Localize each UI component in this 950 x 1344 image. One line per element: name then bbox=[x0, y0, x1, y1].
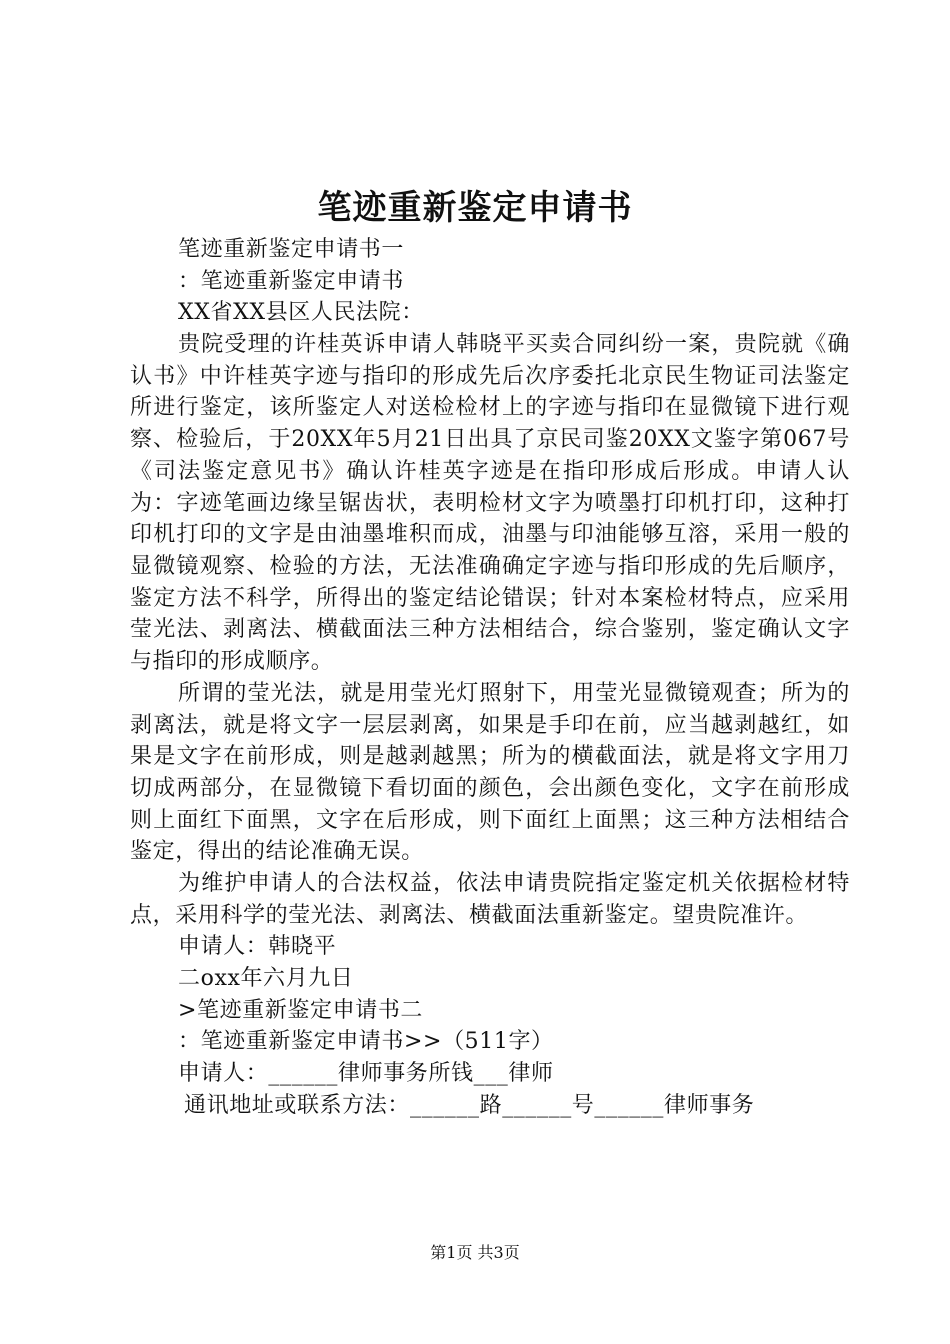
section-subheading: ：笔迹重新鉴定申请书 bbox=[178, 268, 405, 294]
date-line: 二oxx年六月九日 bbox=[178, 966, 354, 992]
body-paragraph-1: 贵院受理的许桂英诉申请人韩晓平买卖合同纠纷一案，贵院就《确认书》中许桂英字迹与指印的形成先后次序委托北京民生物证司法鉴定所进行鉴定，该所鉴定人对送检检材上的字迹与指印在显微镜下进行观察、检验后，于20XX年5月21日出具了京民司鉴20XX文鉴字第067号《司法鉴定意见书》确认许桂英字迹是在指印形成后形成。申请人认为：字迹笔画边缘呈锯齿状，表明检材文字为喷墨打印机打印，这种打印机打印的文字是由油墨堆积而成，油墨与印油能够互溶，采用一般的显微镜观察、检验的方法，无法准确确定字迹与指印形成的先后顺序，鉴定方法不科学，所得出的鉴定结论错误；针对本案检材特点，应采用莹光法、剥离法、横截面法三种方法相结合，综合鉴别，鉴定确认文字与指印的形成顺序。 bbox=[130, 332, 850, 675]
addressee: XX省XX县区人民法院： bbox=[178, 300, 424, 326]
applicant-signature: 申请人：韩晓平 bbox=[178, 934, 337, 960]
next-section-subheading: ：笔迹重新鉴定申请书>>（511字） bbox=[178, 1029, 554, 1055]
body-paragraph-2: 所谓的莹光法，就是用莹光灯照射下，用莹光显微镜观查；所为的剥离法，就是将文字一层层剥离，如果是手印在前，应当越剥越红，如果是文字在前形成，则是越剥越黑；所为的横截面法，就是将文字用刀切成两部分，在显微镜下看切面的颜色，会出颜色变化，文字在前形成则上面红下面黑，文字在后形成，则下面红上面黑；这三种方法相结合鉴定，得出的结论准确无误。 bbox=[130, 680, 850, 865]
document-body bbox=[130, 234, 850, 1122]
body-paragraph-3: 为维护申请人的合法权益，依法申请贵院指定鉴定机关依据检材特点，采用科学的莹光法、剥离法、横截面法重新鉴定。望贵院准许。 bbox=[130, 871, 850, 928]
page-footer: 第1页 共3页 bbox=[430, 1243, 520, 1262]
document-title: 笔迹重新鉴定申请书 bbox=[317, 188, 633, 228]
next-section-heading: >笔迹重新鉴定申请书二 bbox=[178, 997, 424, 1023]
section-heading: 笔迹重新鉴定申请书一 bbox=[178, 237, 405, 262]
applicant-line: 申请人：______律师事务所钱___律师 bbox=[178, 1061, 554, 1087]
address-line: 通讯地址或联系方法：______路______号______律师事务 bbox=[184, 1092, 755, 1118]
